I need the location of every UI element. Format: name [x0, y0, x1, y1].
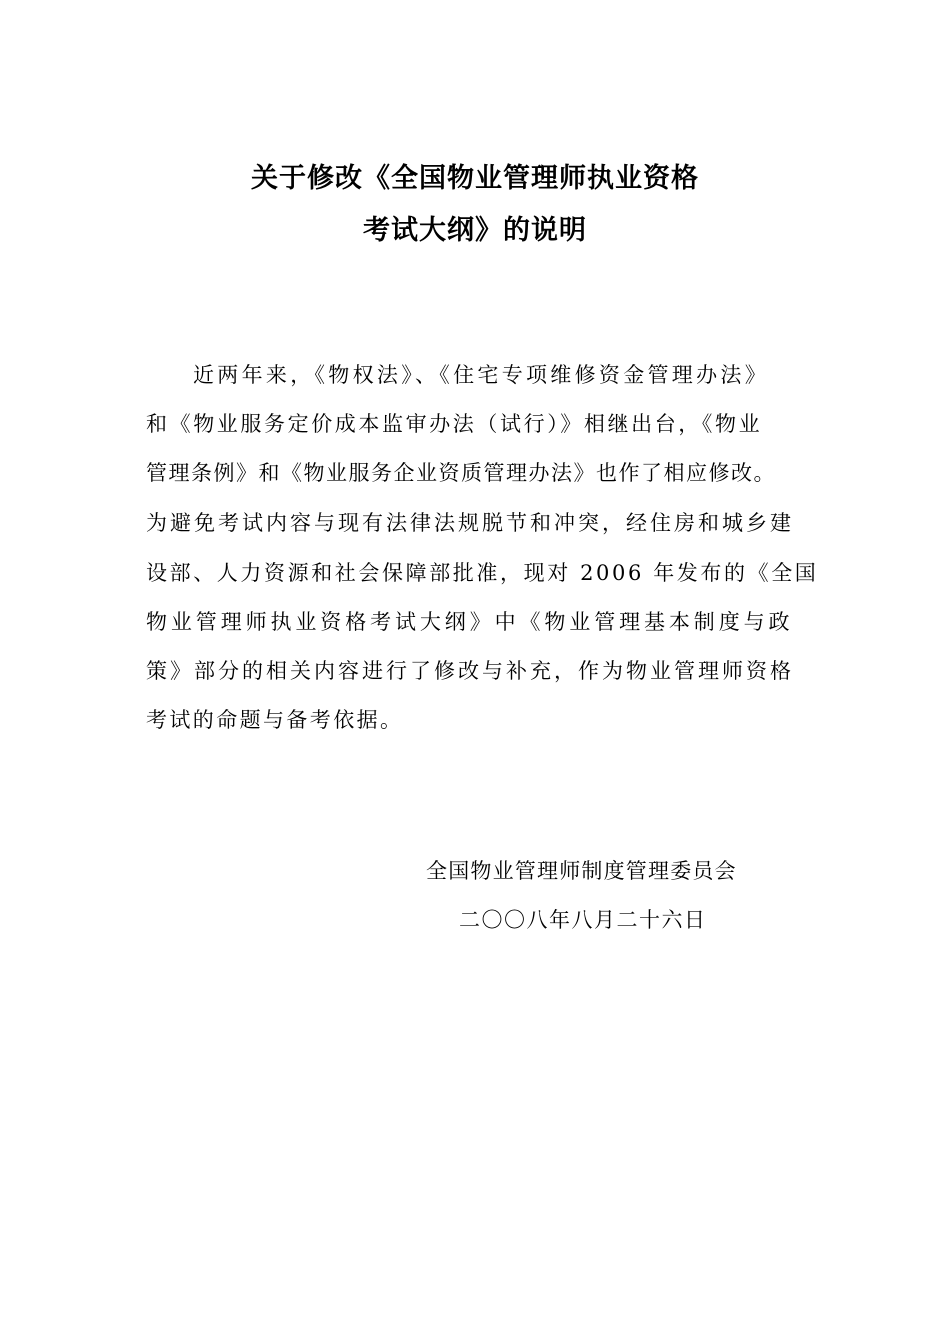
paragraph-line: 近两年来，《物权法》、《住宅专项维修资金管理办法》	[193, 363, 769, 387]
paragraph-line: 考试的命题与备考依据。	[146, 708, 404, 732]
signature-organization: 全国物业管理师制度管理委员会	[426, 859, 737, 883]
paragraph-line: 设部、人力资源和社会保障部批准，现对 2006 年发布的《全国	[146, 561, 819, 585]
paragraph-line: 为避免考试内容与现有法律法规脱节和冲突，经住房和城乡建	[146, 511, 794, 535]
document-title-line-2: 考试大纲》的说明	[363, 215, 587, 246]
paragraph-line: 管理条例》和《物业服务企业资质管理办法》也作了相应修改。	[146, 461, 776, 485]
paragraph-line: 和《物业服务定价成本监审办法（试行）》相继出台，《物业	[146, 412, 763, 436]
document-title-line-1: 关于修改《全国物业管理师执业资格	[251, 163, 699, 194]
paragraph-line: 物业管理师执业资格考试大纲》中《物业管理基本制度与政	[146, 610, 794, 634]
signature-date: 二〇〇八年八月二十六日	[459, 908, 707, 932]
paragraph-line: 策》部分的相关内容进行了修改与补充，作为物业管理师资格	[146, 659, 794, 683]
